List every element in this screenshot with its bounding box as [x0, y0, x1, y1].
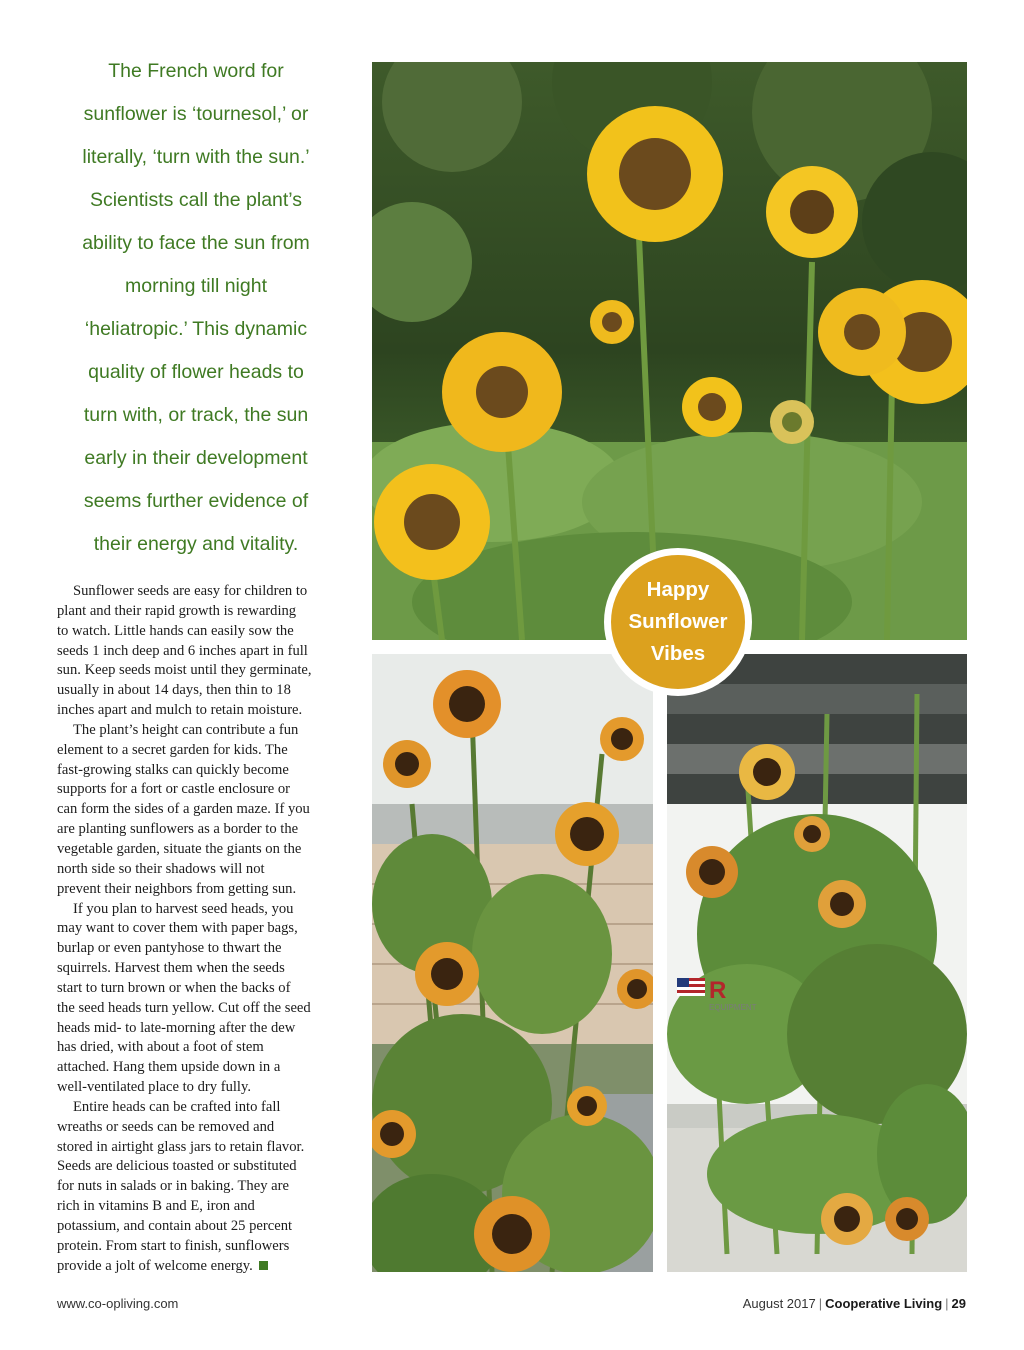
footer-page-number: 29 — [951, 1296, 966, 1311]
article-line-text: burlap or even pantyhose to thwart the — [57, 940, 282, 957]
article-line-text: element to a secret garden for kids. The — [57, 741, 288, 758]
article-line — [57, 1078, 339, 1098]
article-line-text: to watch. Little hands can easily sow the — [57, 622, 294, 639]
article-line — [57, 780, 339, 800]
article-line-text: can form the sides of a garden maze. If you — [57, 801, 310, 818]
pull-quote-line: seems further evidence of — [83, 490, 309, 512]
article-line — [57, 741, 339, 761]
sunflowers-building-illustration — [372, 654, 653, 1272]
article-line — [57, 979, 339, 999]
article-line — [57, 1019, 339, 1039]
article-line — [57, 820, 339, 840]
article-line-text: potassium, and contain about 25 percent — [57, 1218, 293, 1234]
pull-quote-line: morning till night — [125, 275, 267, 297]
article-line-text: are planting sunflowers as a border to the — [57, 821, 299, 838]
article-line — [57, 800, 339, 820]
article-line — [57, 622, 339, 642]
pull-quote-line: The French word for — [108, 60, 284, 82]
truck-sign-text: R — [709, 977, 727, 1004]
article-line — [57, 1098, 339, 1118]
article-line — [57, 701, 339, 721]
article-line-text: stored in airtight glass jars to retain flavor. — [57, 1138, 305, 1155]
article-line-text: attached. Hang them upside down in a — [57, 1059, 281, 1076]
article-line-text: fast-growing stalks can quickly become — [57, 761, 289, 778]
article-line — [57, 1257, 339, 1277]
article-line — [57, 602, 339, 622]
article-line — [57, 939, 339, 959]
pull-quote-line: ‘heliatropic.’ This dynamic — [84, 318, 308, 340]
article-line-text: wreaths or seeds can be removed and — [57, 1118, 275, 1135]
article-line-text: the seed heads turn yellow. Cut off the seed — [57, 999, 311, 1016]
article-line — [57, 1177, 339, 1197]
pull-quote-line: early in their development — [84, 447, 308, 469]
footer-issue-info — [743, 1296, 966, 1311]
article-line-text: inches apart and mulch to retain moisture. — [57, 702, 303, 719]
article-line-text: may want to cover them with paper bags, — [57, 920, 298, 937]
article-line-text: squirrels. Harvest them when the seeds — [57, 960, 285, 977]
article-line — [57, 1038, 339, 1058]
article-line-text: vegetable garden, situate the giants on the — [57, 840, 302, 857]
article-line-text: If you plan to harvest seed heads, you — [73, 900, 294, 917]
pull-quote-line: sunflower is ‘tournesol,’ or — [83, 103, 309, 125]
badge-line: Sunflower — [628, 610, 728, 633]
article-line — [57, 1118, 339, 1138]
article-line — [57, 761, 339, 781]
footer-publication: Cooperative Living — [825, 1296, 943, 1311]
article-line — [57, 880, 339, 900]
article-line-text: heads mid- to late-morning after the dew — [57, 1019, 296, 1036]
article-line — [57, 919, 339, 939]
article-line-text: The plant’s height can contribute a fun — [73, 721, 299, 738]
article-line — [57, 1058, 339, 1078]
pull-quote-line: their energy and vitality. — [93, 533, 299, 555]
footer-separator: | — [945, 1296, 949, 1311]
sunflowers-truck-photo — [667, 654, 967, 1272]
article-line — [57, 1157, 339, 1177]
pull-quote-line: literally, ‘turn with the sun.’ — [82, 146, 310, 168]
article-line — [57, 1197, 339, 1217]
article-line-text: Entire heads can be crafted into fall — [73, 1098, 281, 1115]
article-line — [57, 1138, 339, 1158]
article-line — [57, 959, 339, 979]
article-line-text: has dried, with about a foot of stem — [57, 1039, 264, 1056]
footer-separator: | — [818, 1296, 823, 1311]
article-line-text: well-ventilated place to dry fully. — [57, 1079, 251, 1096]
article-line-text: start to turn brown or when the backs of — [57, 979, 291, 996]
article-line-text: Sunflower seeds are easy for children to — [73, 583, 308, 599]
article-line-text: plant and their rapid growth is rewarding — [57, 602, 297, 619]
article-line-text: for nuts in salads or in baking. They are — [57, 1178, 289, 1195]
article-line — [57, 840, 339, 860]
badge-line: Happy — [646, 578, 710, 601]
end-of-article-mark — [259, 1261, 268, 1270]
article-line-text: prevent their neighbors from getting sun. — [57, 880, 297, 897]
pull-quote-line: ability to face the sun from — [82, 232, 310, 254]
article-line-text: supports for a fort or castle enclosure or — [57, 781, 291, 798]
sunflowers-truck-illustration — [667, 654, 967, 1272]
article-line-text: provide a jolt of welcome energy. — [57, 1257, 253, 1274]
happy-sunflower-vibes-badge — [604, 548, 752, 696]
article-line — [57, 1217, 339, 1237]
pull-quote-line: quality of flower heads to — [88, 361, 304, 383]
article-line — [57, 661, 339, 681]
article-line-text: seeds 1 inch deep and 6 inches apart in full — [57, 642, 308, 659]
article-line-text: usually in about 14 days, then thin to 18 — [57, 682, 291, 699]
article-line — [57, 721, 339, 741]
article-body — [57, 582, 339, 1277]
pull-quote-line: turn with, or track, the sun — [83, 404, 309, 426]
article-line-text: Seeds are delicious toasted or substituted — [57, 1158, 297, 1175]
article-line — [57, 642, 339, 662]
pull-quote — [56, 50, 336, 566]
footer-website: www.co-opliving.com — [57, 1296, 179, 1311]
article-line-text: sun. Keep seeds moist until they germinate, — [57, 662, 312, 679]
article-line-text: protein. From start to finish, sunflowers — [57, 1237, 290, 1254]
badge-line: Vibes — [650, 642, 706, 665]
footer-date: August 2017 — [742, 1296, 816, 1311]
article-line-text: rich in vitamins B and E, iron and — [57, 1198, 255, 1215]
article-line-text: north side so their shadows will not — [57, 860, 265, 877]
article-line — [57, 860, 339, 880]
article-line — [57, 582, 339, 602]
truck-sign-subtext: EQUIPMENT — [709, 1003, 757, 1012]
article-line — [57, 1237, 339, 1257]
article-line — [57, 900, 339, 920]
article-line — [57, 681, 339, 701]
article-line — [57, 999, 339, 1019]
pull-quote-line: Scientists call the plant’s — [89, 189, 303, 211]
sunflowers-building-photo — [372, 654, 653, 1272]
